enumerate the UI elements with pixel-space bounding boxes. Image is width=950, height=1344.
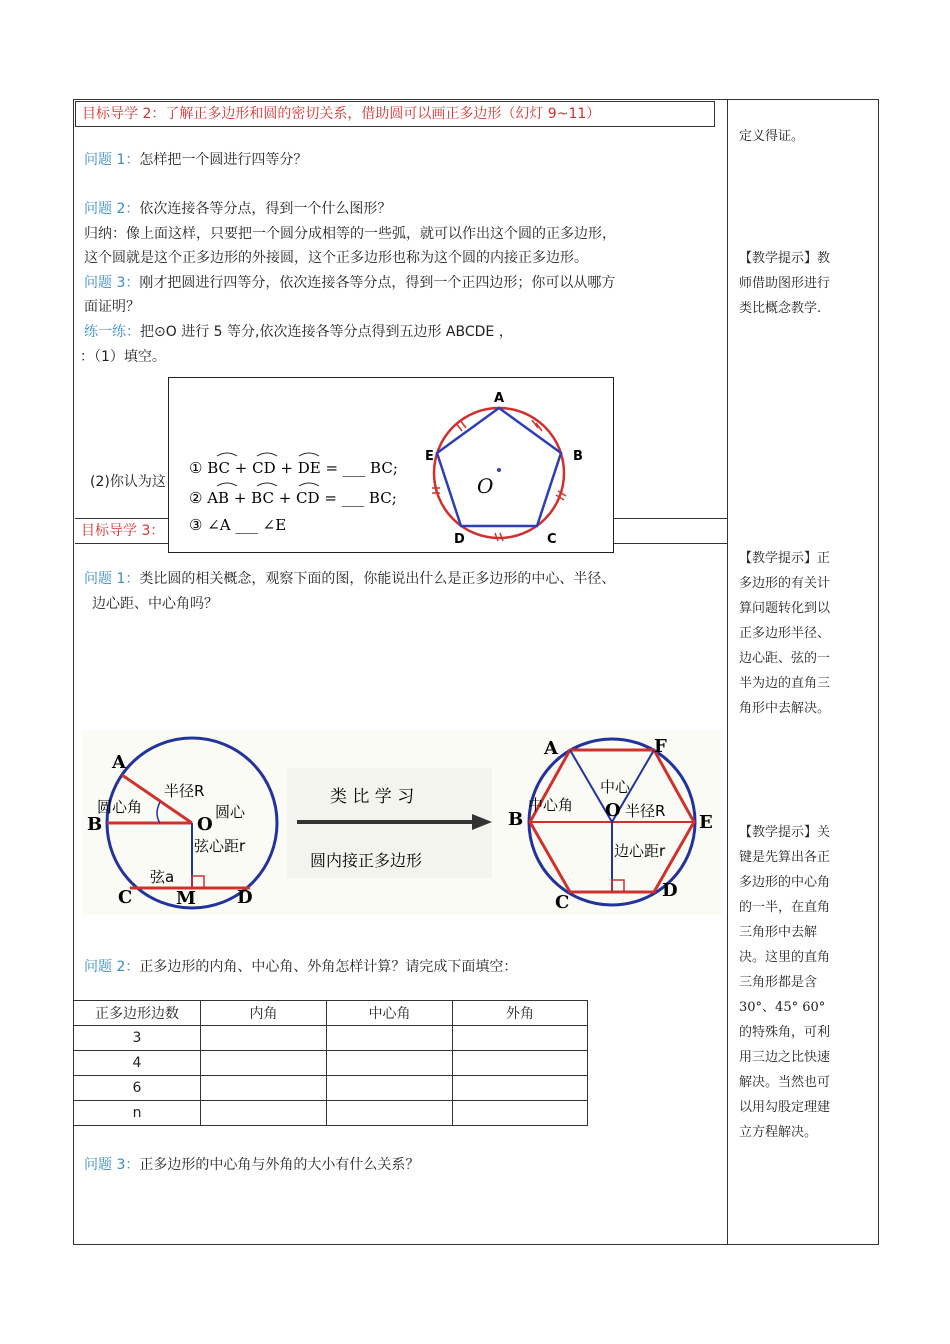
table-cell: 4 [74, 1051, 201, 1076]
left-radius-label: 半径R [164, 782, 205, 800]
side-note-4: 【教学提示】关 键是先算出各正 多边形的中心角 的一半，在直角 三角形中去解 决。这里的直角 三角形都是含 30°、45° 60° 的特殊角，可利 用三边之比快速 解决。当然也可 以用勾股定理建 立方程解决。 [739, 825, 831, 1140]
inner-angle-cell[interactable] [201, 1076, 327, 1101]
right-center-angle-label: 中心角 [528, 796, 574, 814]
sec3-question-1-line-2: 边心距、中心角吗？ [92, 596, 218, 612]
center-angle-cell[interactable] [327, 1026, 453, 1051]
center-angle-cell[interactable] [327, 1051, 453, 1076]
left-label-b: B [87, 814, 103, 835]
side-note-2: 【教学提示】教 师借助图形进行 类比概念教学. [739, 251, 831, 316]
table-header: 外角 [453, 1001, 588, 1026]
label-c: C [547, 532, 557, 547]
right-label-c: C [555, 892, 570, 913]
arrow-top-text: 类 比 学 习 [330, 787, 415, 807]
center-angle-cell[interactable] [327, 1101, 453, 1126]
pentagon-svg [169, 378, 612, 551]
left-label-o: O [197, 814, 213, 835]
inner-angle-cell[interactable] [201, 1101, 327, 1126]
practice: 练一练：把⊙O 进行 5 等分,依次连接各等分点得到五边形 ABCDE ， [84, 324, 513, 340]
side-note-1: 定义得证。 [739, 129, 805, 144]
right-radius-label: 半径R [625, 802, 666, 820]
left-label-c: C [118, 887, 133, 908]
tick-marks [432, 420, 566, 541]
left-center-angle-label: 圆心角 [97, 798, 143, 816]
right-label-e: E [699, 812, 713, 833]
table-cell: 3 [74, 1026, 201, 1051]
right-label-o: O [605, 800, 621, 821]
right-label-a: A [544, 738, 558, 759]
think-question: (2)你认为这 [90, 474, 166, 490]
table-header: 内角 [201, 1001, 327, 1026]
label-o: O [477, 474, 494, 498]
exterior-angle-cell[interactable] [453, 1101, 588, 1126]
table-header: 正多边形边数 [74, 1001, 201, 1026]
inner-angle-cell[interactable] [201, 1026, 327, 1051]
exterior-angle-cell[interactable] [453, 1026, 588, 1051]
label-b: B [573, 449, 583, 464]
eq3-text: ③ ∠A ___ ∠E [189, 516, 287, 534]
label-a: A [494, 391, 505, 406]
polygon-angle-table [73, 1000, 588, 1126]
question-1: 问题 1：怎样把一个圆进行四等分？ [84, 152, 308, 168]
table-row [74, 1051, 588, 1076]
exterior-angle-cell[interactable] [453, 1051, 588, 1076]
right-label-f: F [654, 736, 667, 757]
sec3-question-3: 问题 3：正多边形的中心角与外角的大小有什么关系？ [84, 1157, 420, 1173]
table-row [74, 1026, 588, 1051]
center-dot [497, 468, 501, 472]
table-header: 中心角 [327, 1001, 453, 1026]
table-header-row [74, 1001, 588, 1026]
table-cell: 6 [74, 1076, 201, 1101]
circle-o [434, 408, 564, 538]
left-label-a: A [112, 752, 126, 773]
left-apothem-label: 弦心距r [194, 837, 246, 855]
label-e: E [425, 449, 434, 464]
label-d: D [454, 532, 465, 547]
table-row [74, 1101, 588, 1126]
eq2-text: ② AB + BC + CD = ___ BC; [189, 489, 397, 507]
eq1-text: ① BC + CD + DE = ___ BC; [189, 459, 398, 477]
right-label-d: D [662, 880, 678, 901]
right-apothem-label: 边心距r [614, 842, 666, 860]
center-angle-cell[interactable] [327, 1076, 453, 1101]
table-row [74, 1076, 588, 1101]
analogy-figure [82, 730, 722, 915]
sec3-question-2: 问题 2：正多边形的内角、中心角、外角怎样计算？请完成下面填空： [84, 959, 518, 975]
side-note-3: 【教学提示】正 多边形的有关计 算问题转化到以 正多边形半径、 边心距、弦的一 半为边的直角三 角形中去解决。 [739, 551, 831, 716]
left-chord-label: 弦a [150, 868, 175, 886]
table-cell: n [74, 1101, 201, 1126]
left-label-d: D [237, 887, 253, 908]
fill-instruction: ：（1）填空。 [80, 349, 166, 365]
question-3: 问题 3：刚才把圆进行四等分，依次连接各等分点，得到一个正四边形；你可以从哪方 [84, 275, 616, 291]
arrow-bottom-text: 圆内接正多边形 [310, 851, 423, 870]
summary-line-1: 归纳：像上面这样，只要把一个圆分成相等的一些弧，就可以作出这个圆的正多边形， [84, 226, 616, 242]
question-2: 问题 2：依次连接各等分点，得到一个什么图形？ [84, 201, 392, 217]
exterior-angle-cell[interactable] [453, 1076, 588, 1101]
goal-3-title: 目标导学 3： [75, 518, 727, 544]
goal-2-title: 目标导学 2：了解正多边形和圆的密切关系，借助圆可以画正多边形（幻灯 9~11） [75, 101, 715, 127]
left-label-m: M [176, 888, 196, 909]
inner-angle-cell[interactable] [201, 1051, 327, 1076]
right-label-b: B [508, 809, 524, 830]
sec3-question-1: 问题 1：类比圆的相关概念，观察下面的图，你能说出什么是正多边形的中心、半径、 [84, 571, 616, 587]
pentagon-figure [168, 377, 614, 553]
column-divider [727, 99, 728, 1245]
summary-line-2: 这个圆就是这个正多边形的外接圆，这个正多边形也称为这个圆的内接正多边形。 [84, 250, 588, 266]
question-3-line-2: 面证明？ [84, 299, 140, 315]
right-center-label: 中心 [600, 778, 631, 796]
left-center-label: 圆心 [215, 803, 246, 821]
